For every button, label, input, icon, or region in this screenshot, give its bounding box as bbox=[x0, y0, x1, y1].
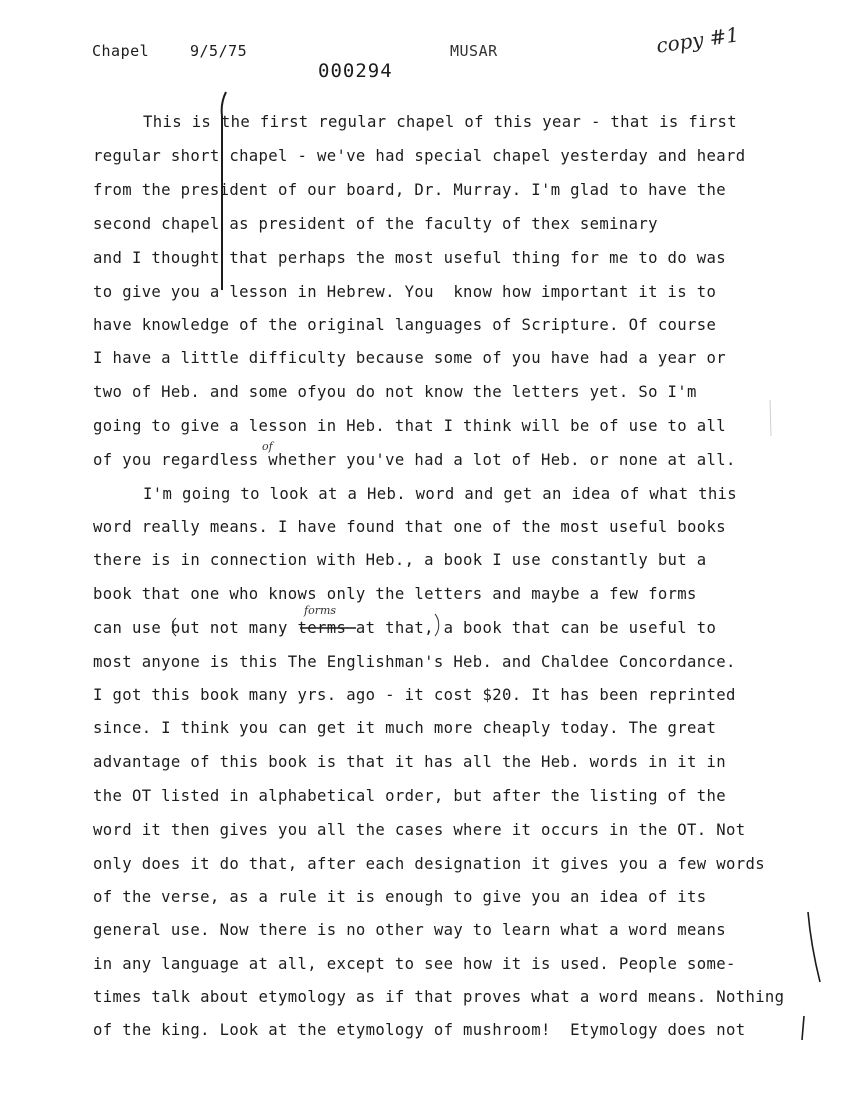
text-line-11: of you regardless whether you've had a lot of Heb. or none at all. bbox=[93, 451, 736, 469]
faint-margin-mark bbox=[770, 400, 771, 436]
right-margin-tick bbox=[802, 1016, 804, 1040]
close-paren-mark bbox=[435, 614, 439, 636]
text-line-12: I'm going to look at a Heb. word and get an idea of what this bbox=[143, 485, 738, 503]
text-line-14: there is in connection with Heb., a book I use constantly but a bbox=[93, 551, 707, 569]
text-line-20: advantage of this book is that it has all the Heb. words in it in bbox=[93, 753, 726, 771]
header-chapel-label: Chapel bbox=[92, 42, 150, 60]
text-line-5: and I thought that perhaps the most useful thing for me to do was bbox=[93, 249, 726, 267]
text-line-18: I got this book many yrs. ago - it cost $20. It has been reprinted bbox=[93, 686, 736, 704]
text-line-3: from the president of our board, Dr. Murray. I'm glad to have the bbox=[93, 181, 726, 199]
text-line-19: since. I think you can get it much more cheaply today. The great bbox=[93, 719, 717, 737]
text-line-26: in any language at all, except to see how it is used. People some- bbox=[93, 955, 736, 973]
page-number-stamp: 000294 bbox=[318, 60, 393, 82]
text-line-9: two of Heb. and some ofyou do not know the letters yet. So I'm bbox=[93, 383, 697, 401]
insert-of-annotation: of bbox=[262, 440, 273, 453]
text-line-15: book that one who knows only the letters and maybe a few forms bbox=[93, 585, 697, 603]
text-line-4: second chapel as president of the faculty of thex seminary bbox=[93, 215, 658, 233]
header-date: 9/5/75 bbox=[190, 42, 248, 60]
text-line-27: times talk about etymology as if that proves what a word means. Nothing bbox=[93, 988, 785, 1006]
text-line-7: have knowledge of the original languages of Scripture. Of course bbox=[93, 316, 717, 334]
text-line-17: most anyone is this The Englishman's Heb. and Chaldee Concordance. bbox=[93, 653, 736, 671]
text-line-2: regular short chapel - we've had special chapel yesterday and heard bbox=[93, 147, 746, 165]
text-line-1: This is the first regular chapel of this year - that is first bbox=[143, 113, 738, 131]
text-line-28: of the king. Look at the etymology of mushroom! Etymology does not bbox=[93, 1021, 746, 1039]
header-title: MUSAR bbox=[450, 42, 498, 60]
text-line-22: word it then gives you all the cases where it occurs in the OT. Not bbox=[93, 821, 746, 839]
text-line-21: the OT listed in alphabetical order, but after the listing of the bbox=[93, 787, 726, 805]
text-line-16: can use but not many terms at that, a book that can be useful to bbox=[93, 619, 717, 637]
text-line-13: word really means. I have found that one of the most useful books bbox=[93, 518, 726, 536]
handwritten-copy-note: copy #1 bbox=[654, 22, 741, 58]
right-margin-mark bbox=[808, 912, 820, 982]
margin-bracket-line bbox=[222, 92, 226, 290]
text-line-23: only does it do that, after each designation it gives you a few words bbox=[93, 855, 765, 873]
open-paren-mark bbox=[172, 618, 176, 636]
text-line-8: I have a little difficulty because some of you have had a year or bbox=[93, 349, 726, 367]
text-line-6: to give you a lesson in Hebrew. You know how important it is to bbox=[93, 283, 717, 301]
text-line-24: of the verse, as a rule it is enough to give you an idea of its bbox=[93, 888, 707, 906]
text-line-10: going to give a lesson in Heb. that I think will be of use to all bbox=[93, 417, 726, 435]
insert-forms-annotation: forms bbox=[304, 604, 337, 617]
text-line-25: general use. Now there is no other way to learn what a word means bbox=[93, 921, 726, 939]
